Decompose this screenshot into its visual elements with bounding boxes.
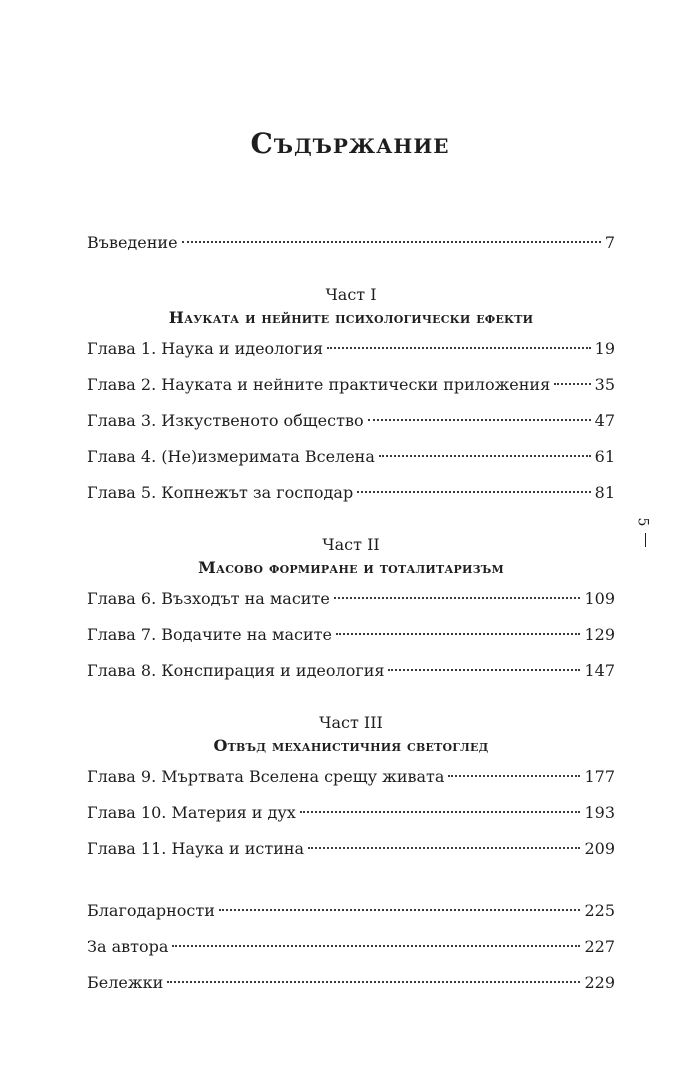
toc-entry-chapter[interactable] bbox=[87, 796, 615, 830]
toc-entry-chapter[interactable] bbox=[87, 404, 615, 438]
entry-page-number: 209 bbox=[584, 839, 615, 858]
dot-leader bbox=[219, 909, 581, 911]
entry-page-number: 225 bbox=[584, 901, 615, 920]
entry-label: Глава 6. Възходът на масите bbox=[87, 589, 330, 608]
part-heading bbox=[87, 284, 615, 330]
part-label: Част II bbox=[322, 535, 380, 554]
dot-leader bbox=[368, 419, 591, 421]
entry-label: Глава 8. Конспирация и идеология bbox=[87, 661, 385, 680]
dot-leader bbox=[308, 847, 580, 849]
part-heading bbox=[87, 712, 615, 758]
dot-leader bbox=[334, 597, 581, 599]
entry-label: Благодарности bbox=[87, 901, 215, 920]
toc-entry-chapter[interactable] bbox=[87, 760, 615, 794]
entry-label: Глава 2. Науката и нейните практически приложения bbox=[87, 375, 551, 394]
toc-entry-chapter[interactable] bbox=[87, 832, 615, 866]
part-title: Масово формиране и тоталитаризъм bbox=[198, 558, 504, 577]
entry-label: Глава 11. Наука и истина bbox=[87, 839, 305, 858]
toc-entry-notes[interactable] bbox=[87, 966, 615, 1000]
dot-leader bbox=[379, 455, 591, 457]
entry-label: Глава 1. Наука и идеология bbox=[87, 339, 324, 358]
toc-entry-chapter[interactable] bbox=[87, 582, 615, 616]
entry-label: Глава 3. Изкуственото общество bbox=[87, 411, 364, 430]
folio-rule bbox=[645, 533, 646, 547]
entry-page-number: 19 bbox=[594, 339, 615, 358]
entry-label: За автора bbox=[87, 937, 169, 956]
entry-label: Глава 5. Копнежът за господар bbox=[87, 483, 354, 502]
dot-leader bbox=[554, 383, 590, 385]
entry-label: Глава 4. (Не)измеримата Вселена bbox=[87, 447, 375, 466]
part-heading bbox=[87, 534, 615, 580]
toc-entry-introduction[interactable] bbox=[87, 226, 615, 260]
toc-entry-chapter[interactable] bbox=[87, 332, 615, 366]
dot-leader bbox=[448, 775, 580, 777]
folio-page-number: 5 bbox=[634, 517, 651, 527]
entry-label: Глава 7. Водачите на масите bbox=[87, 625, 332, 644]
part-title: Отвъд механистичния светоглед bbox=[213, 736, 489, 755]
entry-page-number: 81 bbox=[594, 483, 615, 502]
entry-page-number: 109 bbox=[584, 589, 615, 608]
dot-leader bbox=[167, 981, 580, 983]
dot-leader bbox=[182, 241, 601, 243]
entry-label: Глава 9. Мъртвата Вселена срещу живата bbox=[87, 767, 445, 786]
part-label: Част I bbox=[325, 285, 377, 304]
entry-page-number: 177 bbox=[584, 767, 615, 786]
toc-entry-about-author[interactable] bbox=[87, 930, 615, 964]
dot-leader bbox=[357, 491, 590, 493]
page-title: Съдържание bbox=[250, 126, 450, 160]
entry-page-number: 7 bbox=[604, 233, 615, 252]
part-label: Част III bbox=[319, 713, 383, 732]
dot-leader bbox=[172, 945, 580, 947]
toc-entry-chapter[interactable] bbox=[87, 440, 615, 474]
toc-entry-chapter[interactable] bbox=[87, 618, 615, 652]
entry-label: Глава 10. Материя и дух bbox=[87, 803, 296, 822]
table-of-contents bbox=[87, 226, 615, 1000]
entry-label: Въведение bbox=[87, 233, 178, 252]
entry-page-number: 61 bbox=[594, 447, 615, 466]
dot-leader bbox=[388, 669, 580, 671]
entry-page-number: 229 bbox=[584, 973, 615, 992]
entry-page-number: 47 bbox=[594, 411, 615, 430]
entry-page-number: 35 bbox=[594, 375, 615, 394]
entry-page-number: 227 bbox=[584, 937, 615, 956]
toc-entry-chapter[interactable] bbox=[87, 476, 615, 510]
toc-entry-chapter[interactable] bbox=[87, 368, 615, 402]
dot-leader bbox=[300, 811, 581, 813]
part-title: Науката и нейните психологически ефекти bbox=[168, 308, 534, 327]
entry-page-number: 147 bbox=[584, 661, 615, 680]
dot-leader bbox=[327, 347, 591, 349]
dot-leader bbox=[336, 633, 581, 635]
entry-page-number: 193 bbox=[584, 803, 615, 822]
toc-entry-acknowledgements[interactable] bbox=[87, 894, 615, 928]
toc-entry-chapter[interactable] bbox=[87, 654, 615, 688]
entry-label: Бележки bbox=[87, 973, 164, 992]
entry-page-number: 129 bbox=[584, 625, 615, 644]
